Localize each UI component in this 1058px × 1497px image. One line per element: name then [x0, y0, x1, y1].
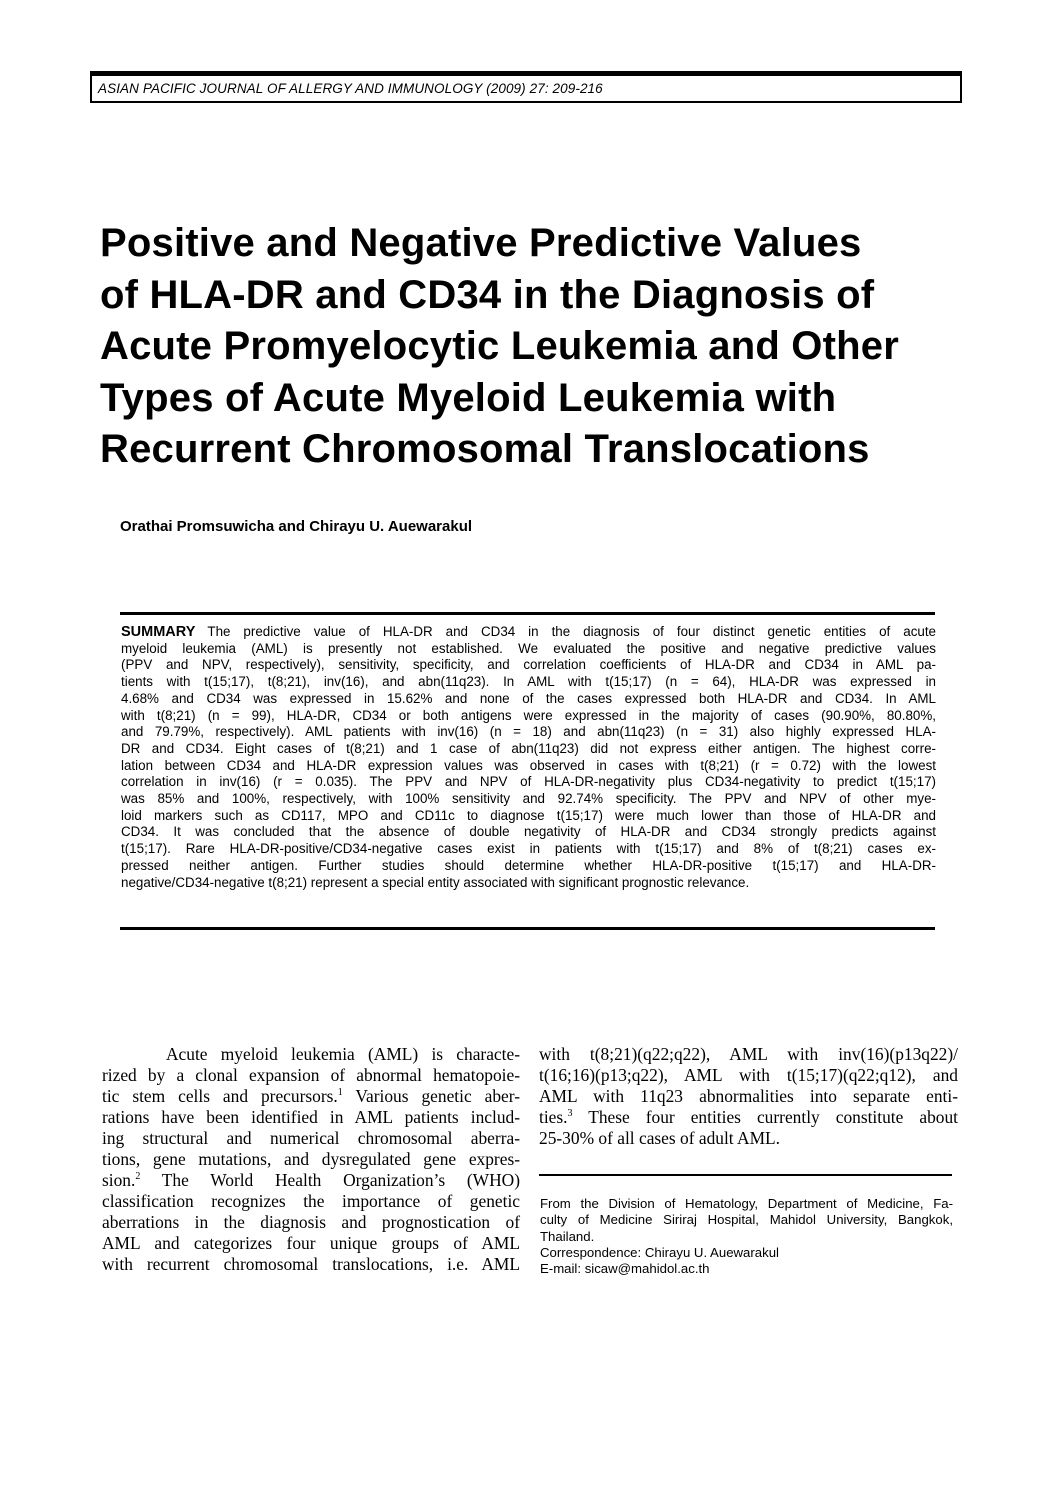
footnote-line: From the Division of Hematology, Department of Medicine, Fa- — [540, 1196, 953, 1211]
footnote-line: culty of Medicine Siriraj Hospital, Mahidol University, Bangkok, — [540, 1212, 953, 1228]
title-line: Types of Acute Myeloid Leukemia with — [100, 375, 837, 420]
paper-title — [100, 218, 980, 476]
summary-line: loid markers such as CD117, MPO and CD11c to diagnose t(15;17) were much lower than those of HLA-DR and — [121, 807, 936, 823]
body-line: with t(8;21)(q22;q22), AML with inv(16)(p13q22)/ — [539, 1044, 958, 1064]
summary-line: t(15;17). Rare HLA-DR-positive/CD34-negative cases exist in patients with t(15;17) and 8% of t(8;21) cases ex- — [121, 841, 936, 857]
summary-line: with t(8;21) (n = 99), HLA-DR, CD34 or both antigens were expressed in the majority of cases (90.90%, 80.80%, — [121, 707, 936, 723]
summary-line: tients with t(15;17), t(8;21), inv(16), and abn(11q23). In AML with t(15;17) (n = 64), HLA-DR was expressed in — [121, 674, 936, 690]
footnote-rule — [539, 1174, 952, 1176]
summary-bottom-rule — [120, 927, 935, 930]
summary-line: 4.68% and CD34 was expressed in 15.62% and none of the cases expressed both HLA-DR and CD34. In AML — [121, 690, 936, 706]
summary-line: myeloid leukemia (AML) is presently not established. We evaluated the positive and negative predictive values — [121, 640, 936, 656]
body-line: sion.$^2$ The World Health Organization’s (WHO) — [102, 1170, 520, 1190]
citation-ref: 2 — [135, 1171, 141, 1182]
title-line: Positive and Negative Predictive Values — [100, 221, 862, 265]
body-line: tic stem cells and precursors.$^1$ Various genetic aber- — [102, 1086, 520, 1106]
summary-line: CD34. It was concluded that the absence of double negativity of HLA-DR and CD34 strongly predicts against — [121, 824, 936, 840]
summary-top-rule — [120, 612, 935, 615]
summary-line: SUMMARY The predictive value of HLA-DR and CD34 in the diagnosis of four distinct genetic entities of acute — [121, 624, 936, 640]
body-line: t(16;16)(p13;q22), AML with t(15;17)(q22;q12), and — [539, 1065, 958, 1085]
summary-heading: SUMMARY — [121, 624, 196, 640]
summary-line: and 79.79%, respectively). AML patients with inv(16) (n = 18) and abn(11q23) (n = 31) also highly expressed HLA- — [121, 724, 936, 740]
footnote-line: Thailand. — [540, 1228, 595, 1244]
body-line: ties.$^3$ These four entities currently constitute about — [539, 1107, 958, 1127]
affiliation-footnote — [540, 1196, 953, 1277]
title-line: Acute Promyelocytic Leukemia and Other — [100, 324, 899, 368]
summary-line: (PPV and NPV, respectively), sensitivity, specificity, and correlation coefficients of HLA-DR and CD34 in AML pa- — [121, 657, 936, 673]
citation-ref: 3 — [567, 1108, 573, 1119]
body-line: AML and categorizes four unique groups of AML — [102, 1233, 520, 1253]
body-line: 25-30% of all cases of adult AML. — [539, 1128, 780, 1148]
body-line: ing structural and numerical chromosomal aberra- — [102, 1128, 520, 1148]
body-line: classification recognizes the importance of genetic — [102, 1191, 520, 1211]
body-line: Acute myeloid leukemia (AML) is characte- — [166, 1044, 520, 1064]
body-line: with recurrent chromosomal translocations, i.e. AML — [102, 1254, 520, 1274]
summary-line: DR and CD34. Eight cases of t(8;21) and 1 case of abn(11q23) did not express either antigen. The highest corre- — [121, 740, 936, 756]
summary-line: was 85% and 100%, respectively, with 100% sensitivity and 92.74% specificity. The PPV and NPV of other mye- — [121, 791, 936, 807]
summary-line: lation between CD34 and HLA-DR expression values was observed in cases with t(8;21) (r = 0.72) with the lowest — [121, 757, 936, 773]
body-line: rations have been identified in AML patients includ- — [102, 1107, 520, 1127]
body-line: rized by a clonal expansion of abnormal hematopoie- — [102, 1065, 520, 1085]
summary-line: negative/CD34-negative t(8;21) represent a special entity associated with significant prognostic relevance. — [121, 874, 750, 890]
body-column-right — [539, 1044, 958, 1149]
body-line: aberrations in the diagnosis and prognostication of — [102, 1212, 520, 1232]
summary-abstract — [121, 624, 936, 891]
correspondence-line: Correspondence: Chirayu U. Auewarakul — [540, 1244, 779, 1260]
body-line: AML with 11q23 abnormalities into separate enti- — [539, 1086, 958, 1106]
citation-ref: 1 — [337, 1087, 343, 1098]
journal-header — [90, 71, 962, 103]
journal-citation: ASIAN PACIFIC JOURNAL OF ALLERGY AND IMMUNOLOGY (2009) 27: 209-216 — [98, 81, 603, 96]
body-line: tions, gene mutations, and dysregulated gene expres- — [102, 1149, 520, 1169]
summary-line: pressed neither antigen. Further studies should determine whether HLA-DR-positive t(15;17) and HLA-DR- — [121, 857, 936, 873]
body-column-left — [102, 1044, 520, 1275]
authors: Orathai Promsuwicha and Chirayu U. Auewarakul — [120, 518, 473, 535]
title-line: Recurrent Chromosomal Translocations — [100, 427, 870, 471]
summary-line: correlation in inv(16) (r = 0.035). The PPV and NPV of HLA-DR-negativity plus CD34-negativity to predict t(15;17) — [121, 774, 936, 790]
email-line: E-mail: sicaw@mahidol.ac.th — [540, 1261, 710, 1277]
title-line: of HLA-DR and CD34 in the Diagnosis of — [100, 272, 875, 317]
